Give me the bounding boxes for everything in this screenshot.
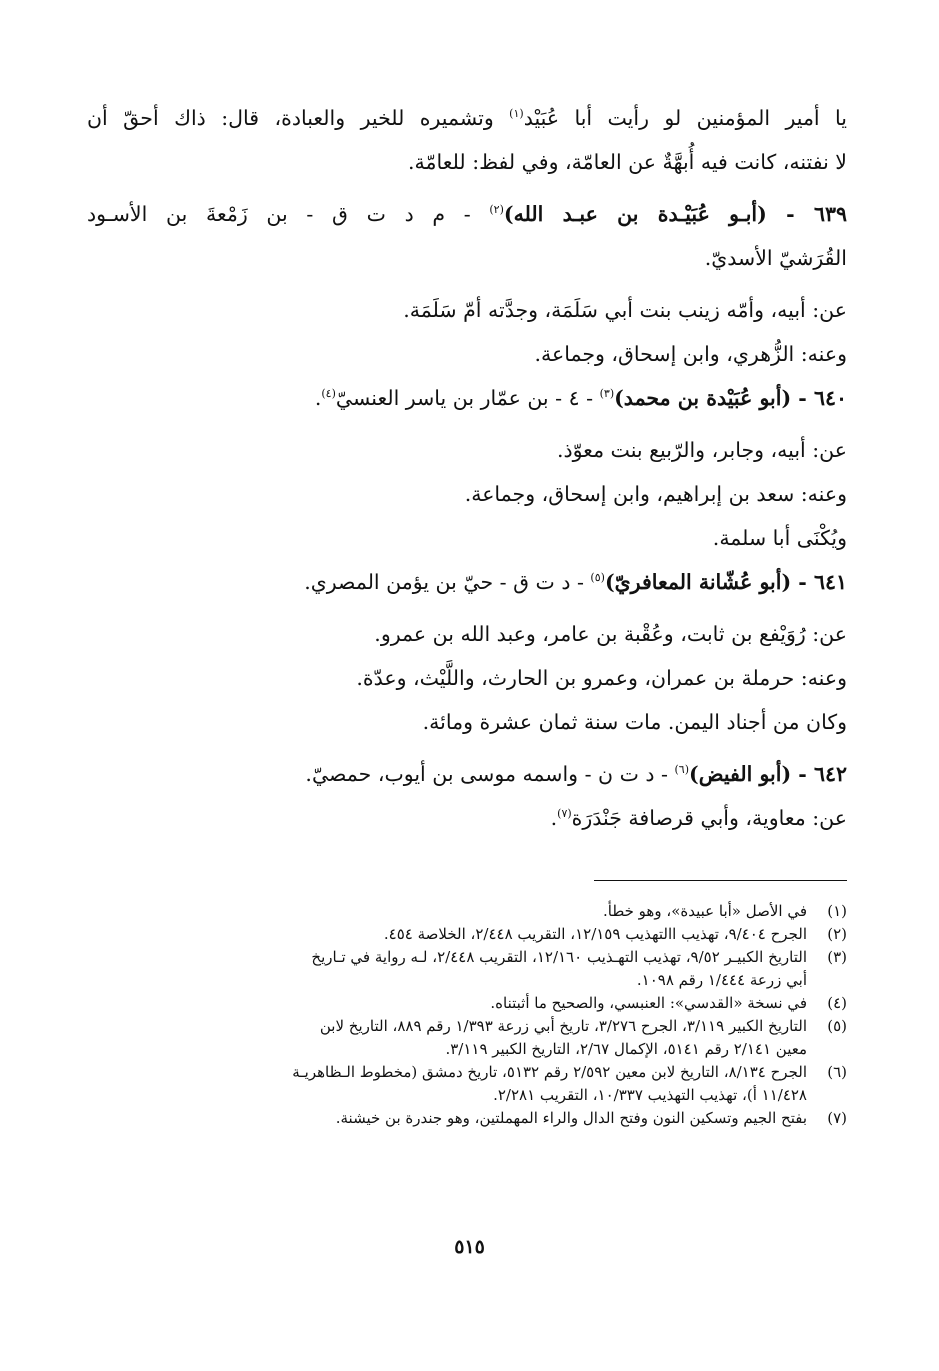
footnote-line: الجرح ٩/٤٠٤، تهذيب االتهذيب ١٢/١٥٩، التقريب ٢/٤٤٨، الخلاصة ٤٥٤. [383, 925, 807, 943]
footnote-text [87, 900, 807, 923]
entry-642-number: ٦٤٢ - [791, 762, 847, 786]
footnote-number: (٦) [827, 1063, 847, 1081]
footnote-line: التاريخ الكبير ٣/١١٩، الجرح ٣/٢٧٦، تاريخ أبي زرعة ١/٣٩٣ رقم ٨٨٩، التاريخ لابن [319, 1017, 807, 1035]
footnote-line: بفتح الجيم وتسكين النون وفتح الدال والراء المهملتين، وهو جندرة بن خيشنة. [335, 1109, 807, 1127]
entry-639-name: (أبـو عُبَيْـدة بن عبـد الله) [503, 202, 767, 226]
spacer [87, 280, 847, 288]
entry-642-an [87, 796, 847, 840]
footnote-separator [594, 880, 847, 881]
spacer [87, 604, 847, 612]
footnote-1 [87, 900, 847, 923]
entry-640-end: . [314, 386, 322, 410]
footnote-line: التاريخ الكبيـر ٩/٥٢، تهذيب التهـذيب ١٢/١٦٠، التقريب ٢/٤٤٨، لـه رواية في تـاريخ [311, 948, 807, 966]
footnote-number: (٤) [827, 994, 847, 1012]
entry-641-anhu: وعنه: حرملة بن عمران، وعمرو بن الحارث، واللَّيْث، وعدّة. [356, 666, 847, 690]
footnote-line: ١١/٤٢٨ أ)، تهذيب التهذيب ١٠/٣٣٧، التقريب ٢/٢٨١. [493, 1086, 807, 1104]
entry-641-name: (أبو عُشّانة المعافريّ) [604, 570, 792, 594]
page-number: ٥١٥ [454, 1236, 485, 1258]
spacer [87, 420, 847, 428]
entry-640-rest: - ٤ - بن عمّار بن ياسر العنسيّ [335, 386, 600, 410]
entry-640-anhu: وعنه: سعد بن إبراهيم، وابن إسحاق، وجماعة. [464, 482, 847, 506]
footnote-line: الجرح ٨/١٣٤، التاريخ لابن معين ٢/٥٩٢ رقم ٥١٣٢، تاريخ دمشق (مخطوط الـظاهريـة [292, 1063, 807, 1081]
intro-text-1b: وتشميره للخير والعبادة، قال: ذاك أحقّ أن [87, 106, 510, 130]
spacer [87, 184, 847, 192]
footnote-text [87, 992, 807, 1015]
footnote-number: (٧) [827, 1109, 847, 1127]
footnote-5 [87, 1015, 847, 1061]
footnote-3 [87, 946, 847, 992]
entry-639-rest: - م د ت ق - بن زَمْعةَ بن الأسـود [87, 202, 490, 226]
footnote-text [87, 946, 807, 992]
footnote-line: في الأصل «أبا عبيدة»، وهو خطأ. [603, 902, 807, 920]
main-text [87, 96, 847, 840]
entry-641-heading [87, 560, 847, 604]
entry-642-an-end: . [550, 806, 558, 830]
entry-639-heading [87, 192, 847, 236]
footnote-number: (٢) [827, 925, 847, 943]
intro-text-1a: يا أمير المؤمنين لو رأيت أبا عُبَيْد [523, 106, 847, 130]
footnote-4 [87, 992, 847, 1015]
entry-640-kunya: ويُكْنَى أبا سلمة. [712, 526, 847, 550]
entry-642-name: (أبو الفيض) [689, 762, 792, 786]
footnote-7 [87, 1107, 847, 1130]
entry-639-an: عن: أبيه، وأمّه زينب بنت أبي سَلَمَة، وجدَّته أمّ سَلَمَة. [403, 298, 847, 322]
footnote-text [87, 923, 807, 946]
footnote-ref-3[interactable]: (٣) [599, 387, 615, 401]
entry-639-line-2: القُرَشيّ الأسديّ. [704, 246, 847, 270]
footnote-6 [87, 1061, 847, 1107]
spacer [87, 744, 847, 752]
footnote-line: في نسخة «القدسي»: العنبسي، والصحيح ما أثبتناه. [490, 994, 807, 1012]
footnote-ref-1[interactable]: (١) [509, 107, 524, 121]
footnote-2 [87, 923, 847, 946]
entry-642-rest: - د ت ن - واسمه موسى بن أيوب، حمصيّ. [305, 762, 675, 786]
footnote-number: (١) [827, 902, 847, 920]
entry-641-an: عن: رُوَيْفع بن ثابت، وعُقْبة بن عامر، وعبد الله بن عمرو. [374, 622, 847, 646]
footnote-ref-5[interactable]: (٥) [590, 571, 605, 585]
intro-line-1 [87, 96, 847, 140]
entry-639-number: ٦٣٩ - [766, 202, 847, 226]
footnote-number: (٣) [827, 948, 847, 966]
footnote-ref-2[interactable]: (٢) [489, 203, 504, 217]
footnote-text [87, 1015, 807, 1061]
footnote-ref-6[interactable]: (٦) [674, 763, 690, 777]
footnote-line: أبي زرعة ١/٤٤٤ رقم ١٠٩٨. [636, 971, 807, 989]
entry-639-anhu: وعنه: الزُّهري، وابن إسحاق، وجماعة. [534, 342, 847, 366]
entry-641-note: وكان من أجناد اليمن. مات سنة ثمان عشرة ومائة. [422, 710, 847, 734]
footnote-line: معين ٢/١٤١ رقم ٥١٤١، الإكمال ٢/٦٧، التاريخ الكبير ٣/١١٩. [445, 1040, 807, 1058]
footnote-ref-7[interactable]: (٧) [557, 807, 572, 821]
entry-640-an: عن: أبيه، وجابر، والرّبيع بنت معوّذ. [556, 438, 847, 462]
footnote-number: (٥) [827, 1017, 847, 1035]
footnote-text [87, 1061, 807, 1107]
intro-line-2: لا نفتنه، كانت فيه أُبهَّةٌ عن العامّة، وفي لفظ: للعامّة. [408, 150, 847, 174]
footnote-text [87, 1107, 807, 1130]
footnote-ref-4[interactable]: (٤) [321, 387, 336, 401]
entry-642-an-text: عن: معاوية، وأبي قرصافة جَنْدَرَة [571, 806, 847, 830]
entry-641-number: ٦٤١ - [791, 570, 847, 594]
footnotes [87, 900, 847, 1130]
entry-642-heading [87, 752, 847, 796]
entry-640-heading [87, 376, 847, 420]
entry-640-name: (أبو عُبَيْدة بن محمد) [614, 386, 792, 410]
entry-641-rest: - د ت ق - حيّ بن يؤمن المصري. [304, 570, 591, 594]
entry-640-number: ٦٤٠ - [791, 386, 847, 410]
